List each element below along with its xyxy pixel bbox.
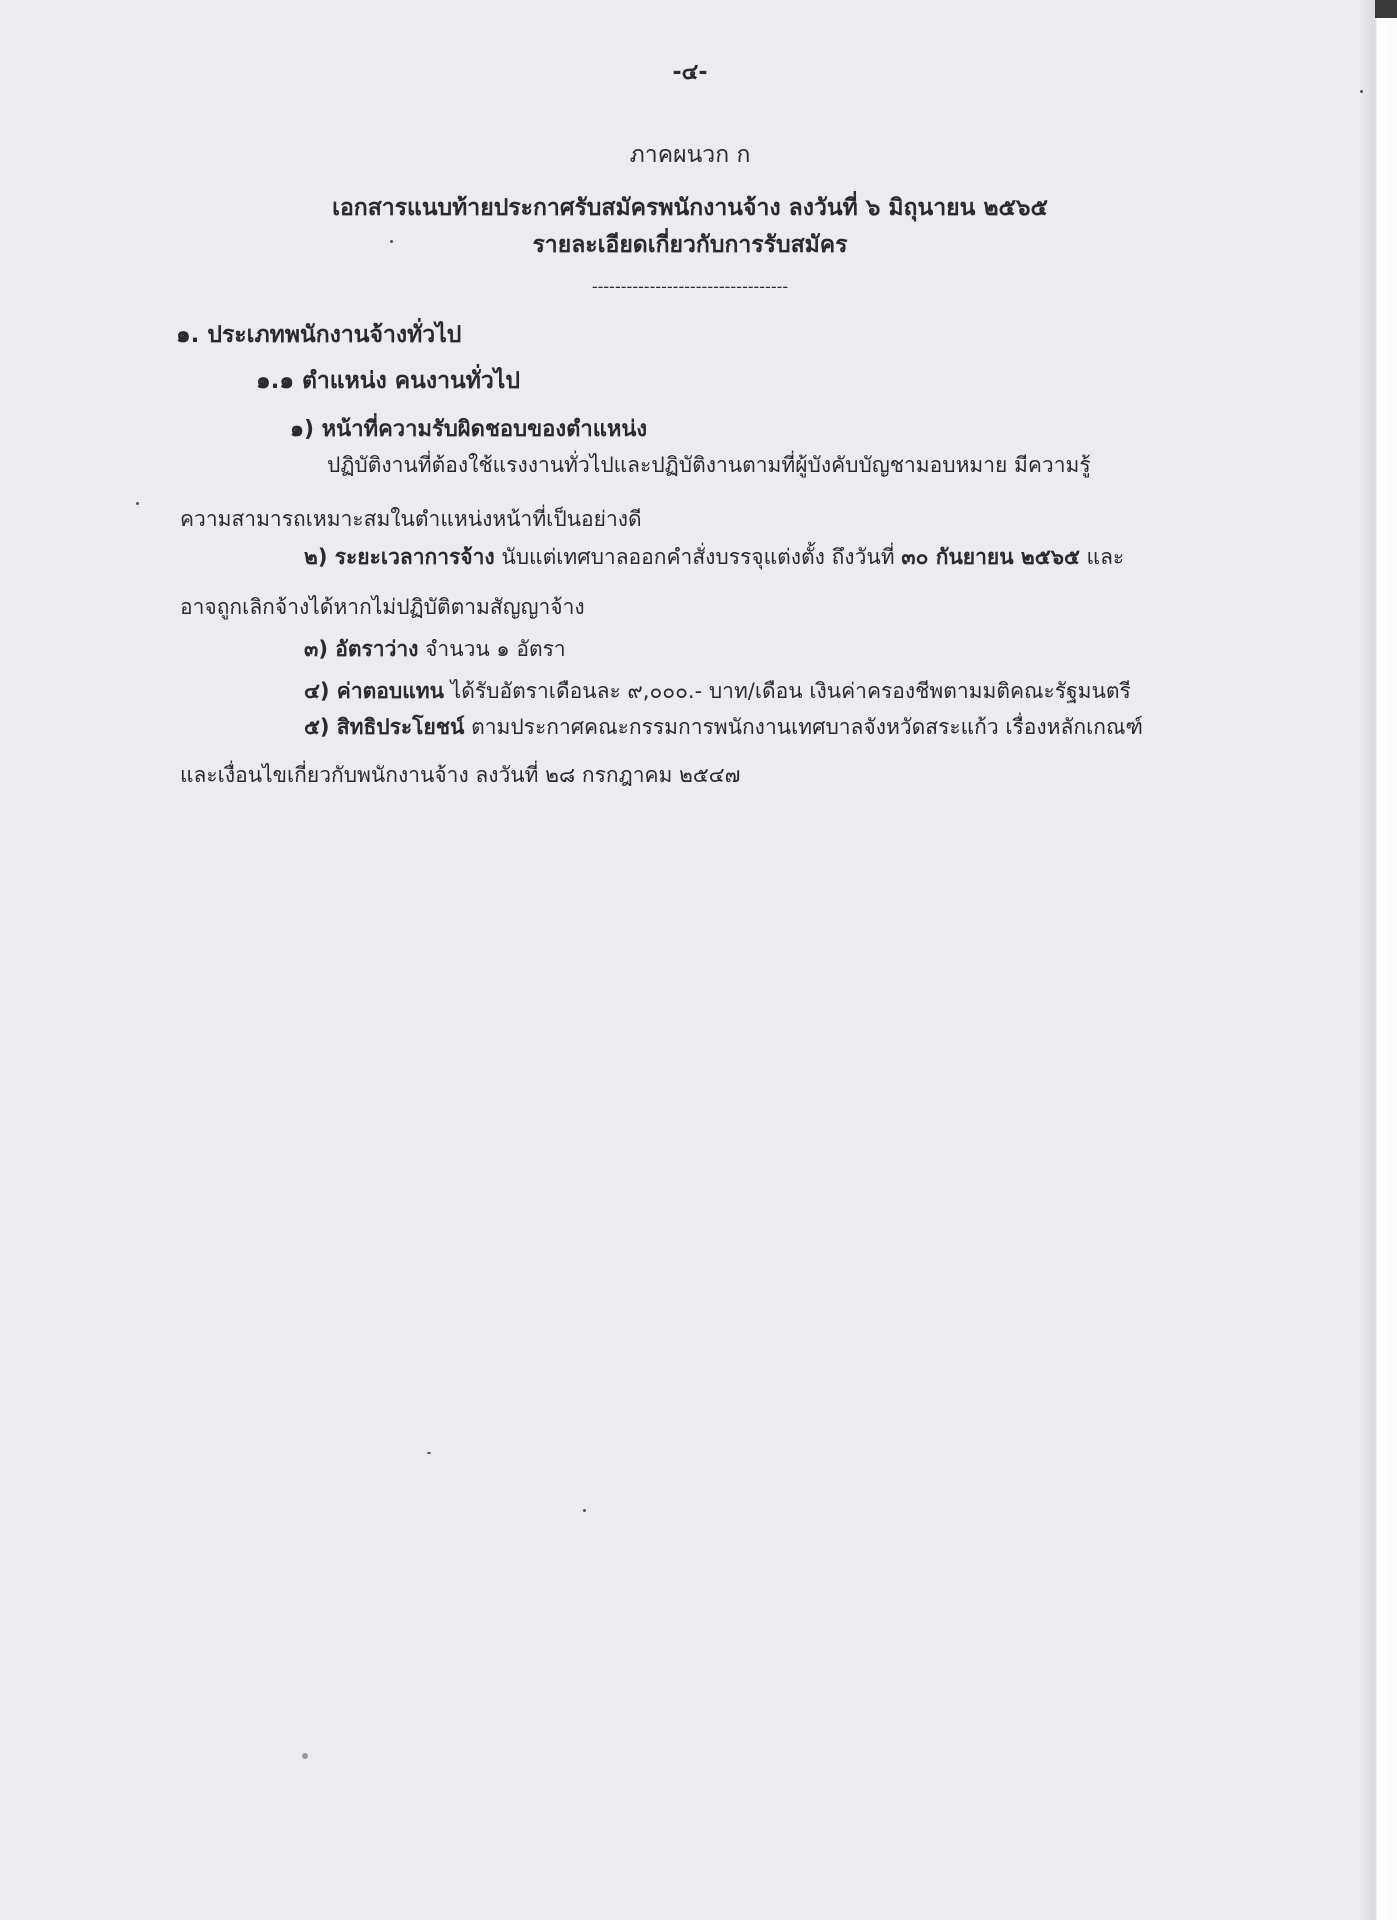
scan-speck <box>427 1452 431 1454</box>
item-2-text-line2: อาจถูกเลิกจ้างได้หากไม่ปฏิบัติตามสัญญาจ้าง <box>180 595 585 619</box>
section-title: ๑. ประเภทพนักงานจ้างทั่วไป <box>176 322 462 348</box>
item-4-label: ๔) ค่าตอบแทน <box>304 679 444 703</box>
item-5-text: ตามประกาศคณะกรรมการพนักงานเทศบาลจังหวัดสระแก้ว เรื่องหลักเกณฑ์ <box>471 715 1143 739</box>
heading-divider: ---------------------------------- <box>591 277 789 296</box>
item-1-text-line2: ความสามารถเหมาะสมในตำแหน่งหน้าที่เป็นอย่างดี <box>180 507 642 531</box>
item-4-text: ได้รับอัตราเดือนละ ๙,๐๐๐.- บาท/เดือน เงินค่าครองชีพตามมติคณะรัฐมนตรี <box>450 679 1131 703</box>
item-2-text-after: และ <box>1086 545 1125 569</box>
item-5-label: ๕) สิทธิประโยชน์ <box>304 715 465 739</box>
scan-speck <box>136 502 139 505</box>
scan-speck <box>302 1753 308 1759</box>
scan-speck <box>583 1509 586 1512</box>
item-3-label: ๓) อัตราว่าง <box>304 637 419 661</box>
page-number: -๔- <box>672 60 708 85</box>
details-title: รายละเอียดเกี่ยวกับการรับสมัคร <box>532 232 848 258</box>
item-5-text-line2: และเงื่อนไขเกี่ยวกับพนักงานจ้าง ลงวันที่ ๒๘ กรกฎาคม ๒๕๔๗ <box>180 763 741 787</box>
item-2-line1 <box>304 542 1124 572</box>
item-2-date: ๓๐ กันยายน ๒๕๖๕ <box>901 545 1080 569</box>
item-5-line1 <box>304 712 1143 742</box>
scan-corner <box>1375 0 1397 18</box>
subsection-title: ๑.๑ ตำแหน่ง คนงานทั่วไป <box>256 368 520 394</box>
item-2-label: ๒) ระยะเวลาการจ้าง <box>304 545 495 569</box>
item-2-text: นับแต่เทศบาลออกคำสั่งบรรจุแต่งตั้ง ถึงวันที่ <box>501 545 895 569</box>
scan-speck <box>390 240 393 243</box>
item-4-line1 <box>304 676 1131 706</box>
scan-speck <box>1360 90 1363 93</box>
appendix-title: ภาคผนวก ก <box>629 142 751 168</box>
document-subtitle: เอกสารแนบท้ายประกาศรับสมัครพนักงานจ้าง ลงวันที่ ๖ มิถุนายน ๒๕๖๕ <box>332 195 1048 221</box>
item-3-text: จำนวน ๑ อัตรา <box>425 637 566 661</box>
item-3-line1 <box>304 634 566 664</box>
page-edge <box>1361 0 1397 1920</box>
item-1-text-line1: ปฏิบัติงานที่ต้องใช้แรงงานทั่วไปและปฏิบัติงานตามที่ผู้บังคับบัญชามอบหมาย มีความรู้ <box>327 453 1091 477</box>
item-1-label: ๑) หน้าที่ความรับผิดชอบของตำแหน่ง <box>290 417 648 442</box>
